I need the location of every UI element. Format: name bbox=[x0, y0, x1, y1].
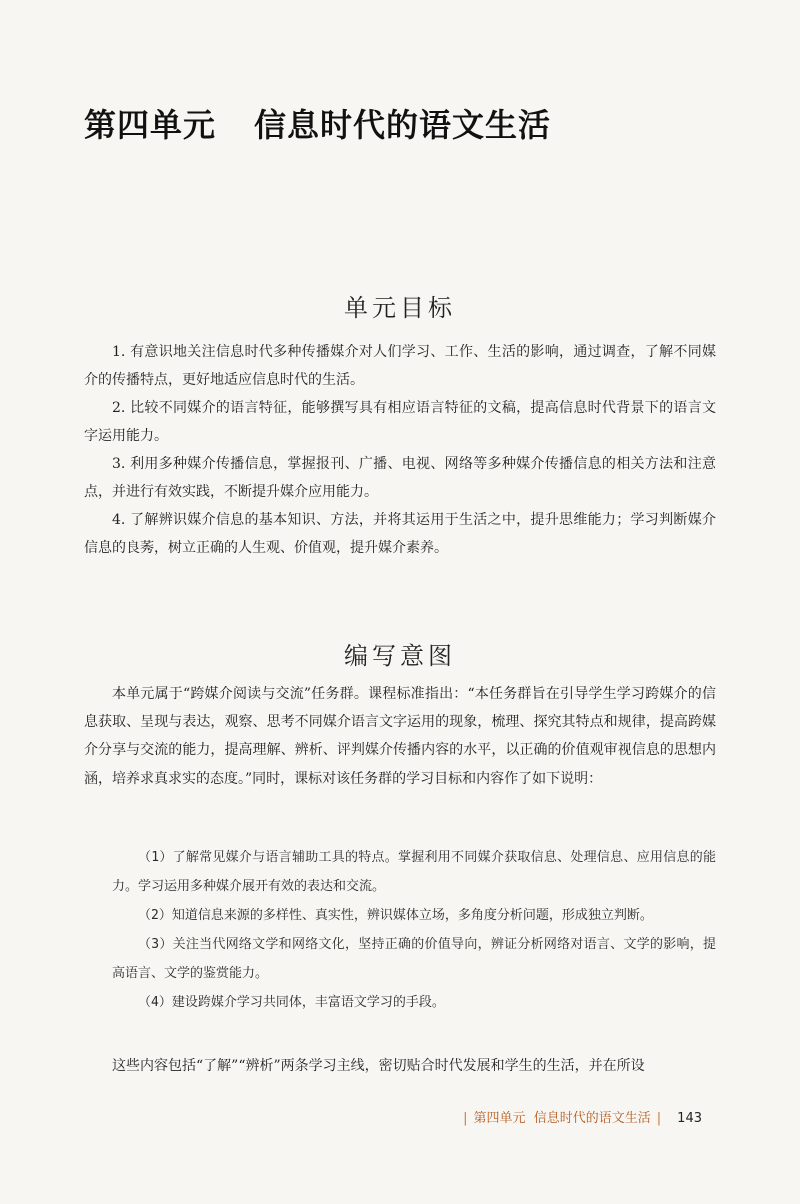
footer-unit-title: 信息时代的语文生活 bbox=[533, 1111, 651, 1126]
page-footer bbox=[457, 1107, 702, 1126]
goal-item: 4. 了解辨识媒介信息的基本知识、方法，并将其运用于生活之中，提升思维能力；学习判断媒介信息的良莠，树立正确的人生观、价值观，提升媒介素养。 bbox=[84, 512, 716, 556]
goal-item: 2. 比较不同媒介的语言特征，能够撰写具有相应语言特征的文稿，提高信息时代背景下的语言文字运用能力。 bbox=[84, 400, 716, 444]
closing-text bbox=[84, 1052, 716, 1080]
quote-item: （4）建设跨媒介学习共同体，丰富语文学习的手段。 bbox=[138, 995, 445, 1010]
unit-name: 信息时代的语文生活 bbox=[254, 106, 552, 144]
footer-separator-right: | bbox=[656, 1111, 662, 1126]
closing-paragraph: 这些内容包括“了解”“辨析”两条学习主线，密切贴合时代发展和学生的生活，并在所设 bbox=[112, 1058, 645, 1074]
unit-title bbox=[84, 100, 551, 146]
goal-item: 3. 利用多种媒介传播信息，掌握报刊、广播、电视、网络等多种媒介传播信息的相关方法和注意点，并进行有效实践，不断提升媒介应用能力。 bbox=[84, 456, 716, 500]
section-heading-goals: 单元目标 bbox=[344, 294, 456, 322]
standard-quote-block bbox=[112, 843, 716, 1017]
footer-separator-left: | bbox=[463, 1111, 468, 1126]
quote-item: （1）了解常见媒介与语言辅助工具的特点。掌握利用不同媒介获取信息、处理信息、应用信息的能力。学习运用多种媒介展开有效的表达和交流。 bbox=[112, 850, 716, 894]
page-number: 143 bbox=[677, 1111, 702, 1126]
intent-paragraph: 本单元属于“跨媒介阅读与交流”任务群。课程标准指出：“本任务群旨在引导学生学习跨媒介的信息获取、呈现与表达，观察、思考不同媒介语言文字运用的现象，梳理、探究其特点和规律，提高跨媒介分享与交流的能力，提高理解、辨析、评判媒介传播内容的水平，以正确的价值观审视信息的思想内涵，培养求真求实的态度。”同时，课标对该任务群的学习目标和内容作了如下说明： bbox=[84, 686, 716, 787]
quote-item: （3）关注当代网络文学和网络文化，坚持正确的价值导向，辨证分析网络对语言、文学的影响，提高语言、文学的鉴赏能力。 bbox=[112, 937, 716, 981]
footer-unit-label: 第四单元 bbox=[473, 1111, 526, 1126]
goals-list bbox=[84, 338, 716, 562]
goal-item: 1. 有意识地关注信息时代多种传播媒介对人们学习、工作、生活的影响，通过调查，了解不同媒介的传播特点，更好地适应信息时代的生活。 bbox=[84, 344, 716, 388]
section-heading-intent: 编写意图 bbox=[344, 642, 456, 670]
unit-number: 第四单元 bbox=[84, 106, 217, 144]
intent-intro bbox=[84, 680, 716, 793]
quote-item: （2）知道信息来源的多样性、真实性，辨识媒体立场，多角度分析问题，形成独立判断。 bbox=[138, 908, 653, 923]
